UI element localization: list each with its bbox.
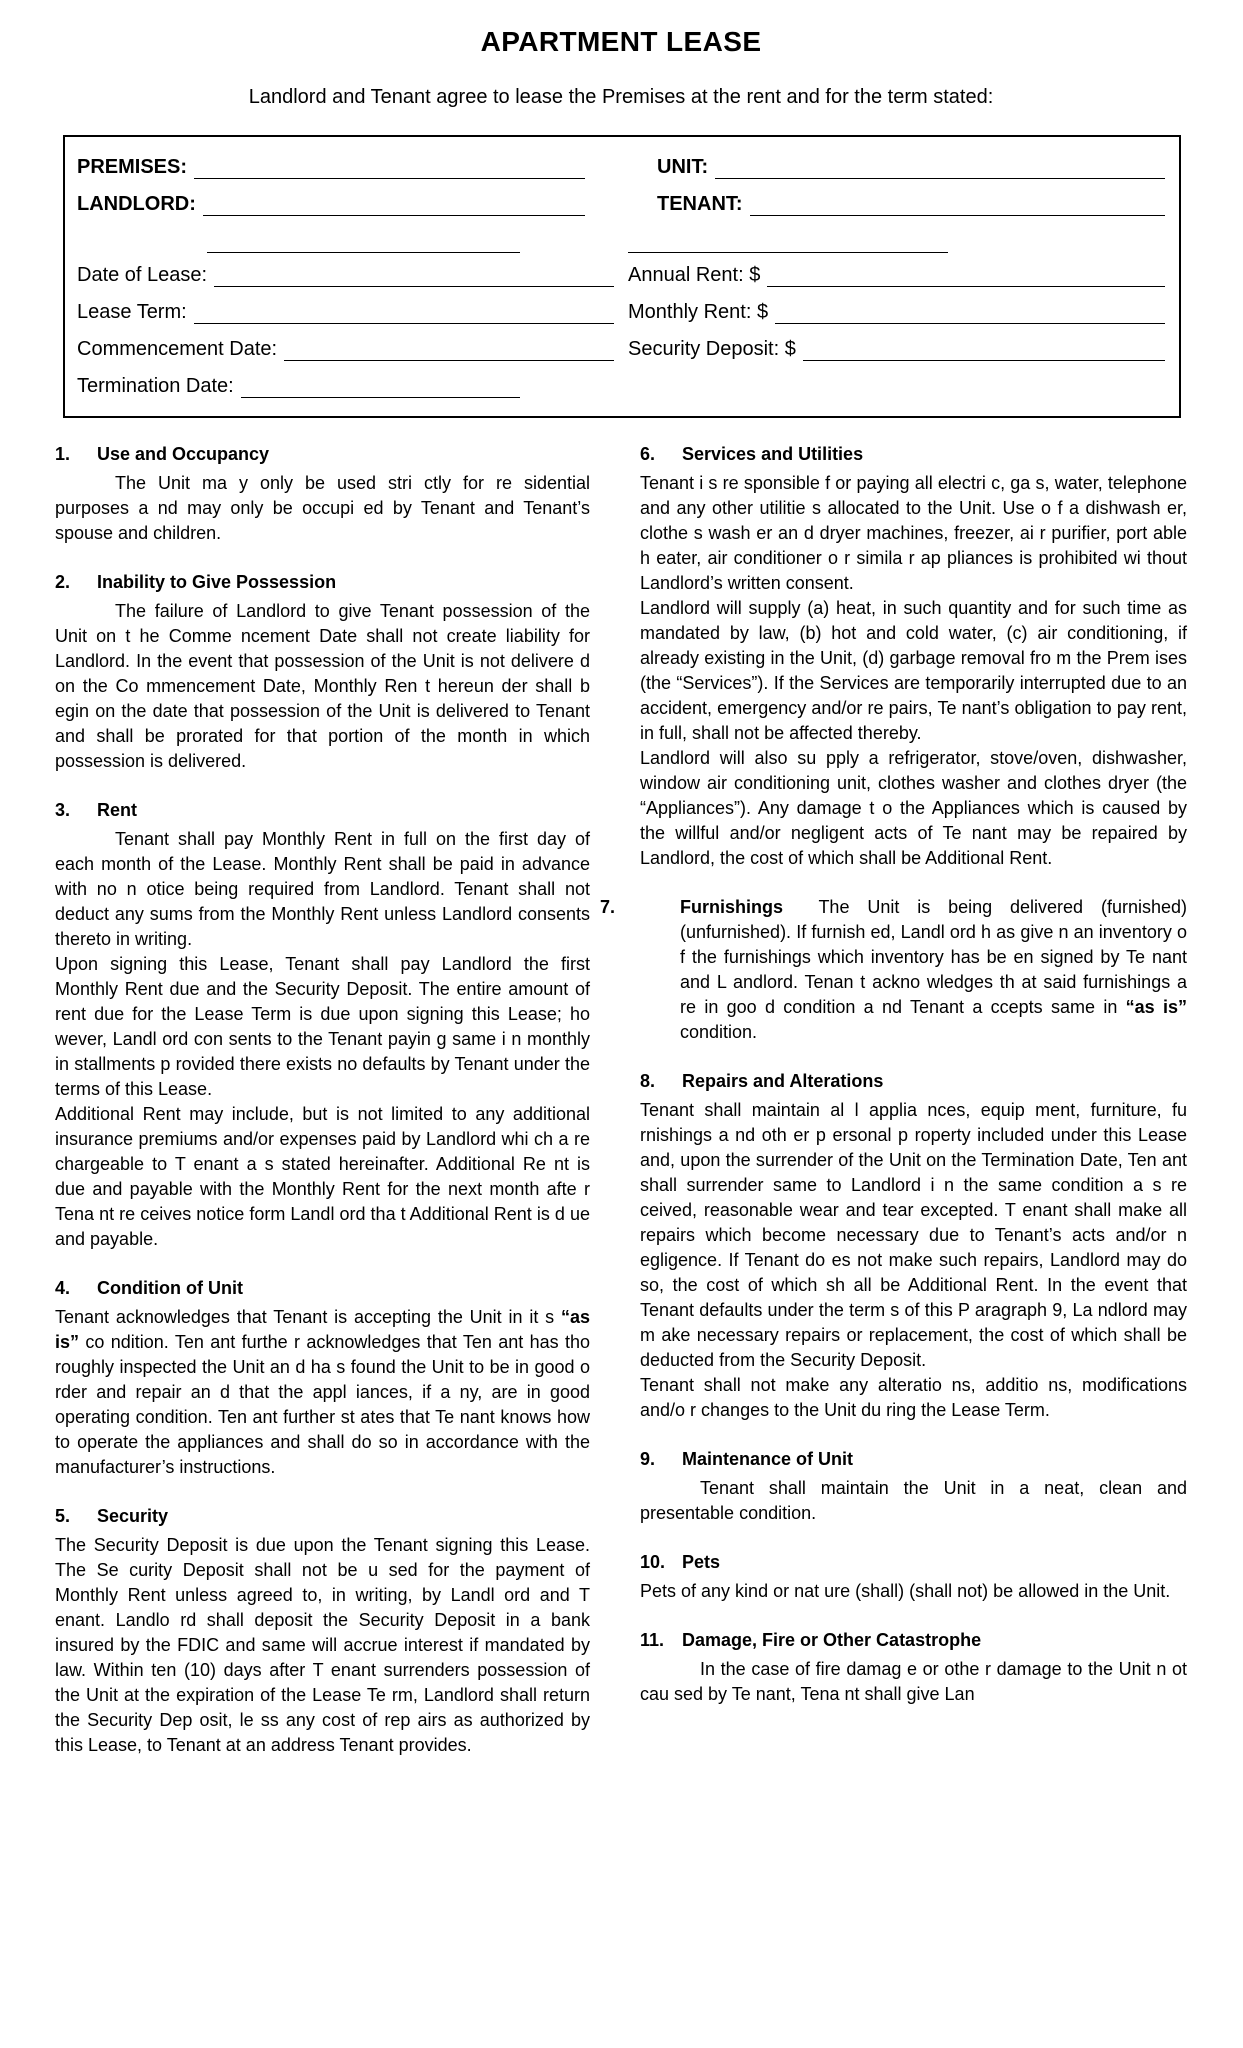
clause-paragraph: Tenant shall maintain the Unit in a neat, clean and presentable condition. [640, 1478, 1187, 1523]
clause-number: 6. [640, 444, 656, 464]
field-label: TENANT: [657, 193, 743, 215]
clause-number: 7. [600, 897, 616, 917]
form-field-annual-rent [628, 261, 1165, 287]
clause-number: 2. [55, 572, 71, 592]
clause-title: Damage, Fire or Other Catastrophe [682, 1630, 982, 1650]
form-field-premises [77, 153, 585, 179]
clause-title: Repairs and Alterations [682, 1071, 884, 1091]
form-field-landlord [77, 190, 585, 216]
form-field-unit [599, 153, 1165, 179]
clause-title: Security [97, 1506, 169, 1526]
form-field-commencement-date [77, 335, 614, 361]
clause-title: Pets [682, 1552, 721, 1572]
form-row [77, 261, 1165, 287]
field-label: Security Deposit: $ [628, 338, 796, 360]
form-field-tenant [599, 190, 1165, 216]
form-field-blank [77, 227, 614, 253]
fill-in-line [284, 335, 614, 361]
fill-in-line [775, 298, 1165, 324]
form-row [77, 372, 1165, 398]
lease-form-box [63, 135, 1181, 418]
clause-paragraph: Tenant acknowledges that Tenant is accepting the Unit in it s “as is” co ndition. Ten ant furthe r acknowledges that Ten ant has tho roughly inspected the Unit an d ha s found the Unit to be in good o rder and repair an d that the appl iances, if a ny, are in good operating condition. Ten ant further st ates that Te nant knows how to operate the appliances and shall do so in accordance with the manufacturer’s instructions. [55, 1307, 590, 1477]
clause-11 [640, 1628, 1187, 1707]
field-label: Monthly Rent: $ [628, 301, 769, 323]
clause-number: 5. [55, 1506, 71, 1526]
clause-heading [55, 442, 590, 467]
clause-number: 4. [55, 1278, 71, 1298]
field-label: LANDLORD: [77, 193, 196, 215]
clause-number: 11. [640, 1630, 665, 1650]
clause-paragraph: Tenant shall not make any alteratio ns, additio ns, modifications and/o r changes to the Unit du ring the Lease Term. [640, 1375, 1187, 1420]
fill-in-line [214, 261, 614, 287]
clause-heading: Furnishings [680, 897, 783, 917]
fill-in-line [241, 372, 520, 398]
form-field-security-deposit [628, 335, 1165, 361]
clause-heading [55, 1504, 590, 1529]
clause-paragraph: Landlord will also su pply a refrigerator, stove/oven, dishwasher, window air conditioning unit, clothes washer and clothes dryer (the “Appliances”). Any damage t o the Appliances which is caused by the willful and/or negligent acts of Te nant may be repaired by Landlord, the cost of which shall be Additional Rent. [640, 748, 1187, 868]
clause-3 [55, 798, 590, 1252]
clause-number: 1. [55, 444, 71, 464]
field-label: UNIT: [657, 156, 709, 178]
clause-paragraph: Upon signing this Lease, Tenant shall pay Landlord the first Monthly Rent due and the Security Deposit. The entire amount of rent due for the Lease Term is due upon signing this Lease; ho wever, Landl ord con sents to the Tenant payin g same i n monthly in stallments p rovided there exists no defaults by Tenant under the terms of this Lease. [55, 954, 590, 1099]
clauses-column-left [55, 442, 590, 1782]
clause-heading [55, 1276, 590, 1301]
form-row [77, 190, 1165, 216]
clause-paragraph: Tenant i s re sponsible f or paying all electri c, ga s, water, telephone and any other utilitie s allocated to the Unit. Use o f a dishwash er, clothe s wash er an d dryer machines, freezer, ai r purifier, port able h eater, air conditioner o r simila r ap pliances is prohibited wi thout Landlord’s written consent. [640, 473, 1187, 593]
clauses-section [55, 442, 1187, 1782]
clause-2 [55, 570, 590, 774]
clause-1 [55, 442, 590, 546]
clause-paragraph: Tenant shall pay Monthly Rent in full on the first day of each month of the Lease. Monthly Rent shall be paid in advance with no n otice being required from Landlord. Tenant shall not deduct any sums from the Monthly Rent unless Landlord consents thereto in writing. [55, 829, 590, 949]
intro-line: Landlord and Tenant agree to lease the Premises at the rent and for the term stated: [248, 86, 994, 108]
form-row [77, 227, 1165, 253]
form-field-monthly-rent [628, 298, 1165, 324]
form-field-date-of-lease [77, 261, 614, 287]
clause-heading [640, 1628, 1187, 1653]
clause-heading [55, 798, 590, 823]
clause-title: Use and Occupancy [97, 444, 270, 464]
clause-paragraph: Additional Rent may include, but is not limited to any additional insurance premiums and/or expenses paid by Landlord whi ch a re chargeable to T enant a s stated hereinafter. Additional Re nt is due and payable with the Monthly Rent for the next month afte r Tena nt re ceives notice form Landl ord tha t Additional Rent is d ue and payable. [55, 1104, 590, 1249]
document-title: APARTMENT LEASE [480, 26, 762, 57]
form-field-termination-date [77, 372, 614, 398]
clause-paragraph: The Security Deposit is due upon the Tenant signing this Lease. The Se curity Deposit shall not be u sed for the payment of Monthly Rent unless agreed to, in writing, by Landl ord and T enant. Landlo rd shall deposit the Security Deposit in a bank insured by the FDIC and same will accrue interest if mandated by law. Within ten (10) days after T enant surrenders possession of the Unit at the expiration of the Lease Te rm, Landlord shall return the Security Dep osit, le ss any cost of rep airs as authorized by this Lease, to Tenant at an address Tenant provides. [55, 1535, 590, 1755]
field-label: Date of Lease: [77, 264, 208, 286]
clause-title: Services and Utilities [682, 444, 864, 464]
clause-title: Rent [97, 800, 137, 820]
fill-in-line [628, 227, 948, 253]
form-field-blank [628, 227, 1165, 253]
fill-in-line [194, 153, 585, 179]
clause-paragraph: The failure of Landlord to give Tenant possession of the Unit on t he Comme ncement Date shall not create liability for Landlord. In the event that possession of the Unit is not delivere d on the Co mmencement Date, Monthly Ren t hereun der shall b egin on the date that possession of the Unit is delivered to Tenant and shall be prorated for that portion of the month in which possession is delivered. [55, 601, 590, 771]
field-label: Lease Term: [77, 301, 187, 323]
clause-9 [640, 1447, 1187, 1526]
clause-paragraph: Pets of any kind or nat ure (shall) (shall not) be allowed in the Unit. [640, 1581, 1171, 1601]
clause-paragraph: The Unit ma y only be used stri ctly for re sidential purposes a nd may only be occupi ed by Tenant and Tenant’s spouse and children. [55, 473, 590, 543]
field-label: Annual Rent: $ [628, 264, 761, 286]
fill-in-line [803, 335, 1165, 361]
clause-number: 10. [640, 1552, 666, 1572]
clause-5 [55, 1504, 590, 1758]
clause-heading [640, 1550, 1187, 1575]
clause-7 [600, 895, 1187, 1045]
clause-number: 9. [640, 1449, 656, 1469]
clause-title: Condition of Unit [97, 1278, 243, 1298]
clause-paragraph: Tenant shall maintain al l applia nces, equip ment, furniture, fu rnishings a nd oth er p ersonal p roperty included under this Lease and, upon the surrender of the Unit on the Termination Date, Ten ant shall surrender same to Landlord i n the same condition a s re ceived, reasonable wear and tear excepted. T enant shall make all repairs which become necessary due to Tenant’s acts and/or n egligence. If Tenant do es not make such repairs, Landlord may do so, the cost of which sh all be Additional Rent. In the event that Tenant defaults under the term s of this P aragraph 9, La ndlord may m ake necessary repairs or replacement, the cost of which shall be deducted from the Security Deposit. [640, 1100, 1187, 1370]
clause-heading [640, 1447, 1187, 1472]
clause-number: 8. [640, 1071, 656, 1091]
fill-in-line [203, 190, 585, 216]
clause-8 [640, 1069, 1187, 1423]
clause-heading [55, 570, 590, 595]
clause-6 [640, 442, 1187, 871]
fill-in-line [715, 153, 1165, 179]
fill-in-line [767, 261, 1165, 287]
clauses-column-right [600, 442, 1187, 1782]
clause-paragraph: Landlord will supply (a) heat, in such quantity and for such time as mandated by law, (b) hot and cold water, (c) air conditioning, if already existing in the Unit, (d) garbage removal fro m the Prem ises (the “Services”). If the Services are temporarily interrupted due to an accident, emergency and/or re pairs, Te nant’s obligation to pay rent, in full, shall not be affected thereby. [640, 598, 1187, 743]
clause-title: Maintenance of Unit [682, 1449, 854, 1469]
clause-paragraph: 7. Furnishings The Unit is being delivered (furnished) (unfurnished). If furnish ed, Landl ord h as give n an inventory o f the furnishings which inventory has be en signed by Te nant and L andlord. Tenan t ackno wledges th at said furnishings a re in goo d condition a nd Tenant a ccepts same in “as is” condition. [600, 897, 1187, 1042]
fill-in-line [194, 298, 614, 324]
clause-title: Inability to Give Possession [97, 572, 337, 592]
clause-number: 3. [55, 800, 71, 820]
form-row [77, 298, 1165, 324]
clause-paragraph: In the case of fire damag e or othe r damage to the Unit n ot cau sed by Te nant, Tena nt shall give Lan [640, 1659, 1187, 1704]
clause-10 [640, 1550, 1187, 1604]
field-label: PREMISES: [77, 156, 188, 178]
fill-in-line [750, 190, 1165, 216]
clause-4 [55, 1276, 590, 1480]
clause-heading [640, 442, 1187, 467]
field-label: Termination Date: [77, 375, 234, 397]
fill-in-line [207, 227, 520, 253]
form-row [77, 335, 1165, 361]
form-row [77, 153, 1165, 179]
form-field-lease-term [77, 298, 614, 324]
field-label: Commencement Date: [77, 338, 278, 360]
clause-heading [640, 1069, 1187, 1094]
